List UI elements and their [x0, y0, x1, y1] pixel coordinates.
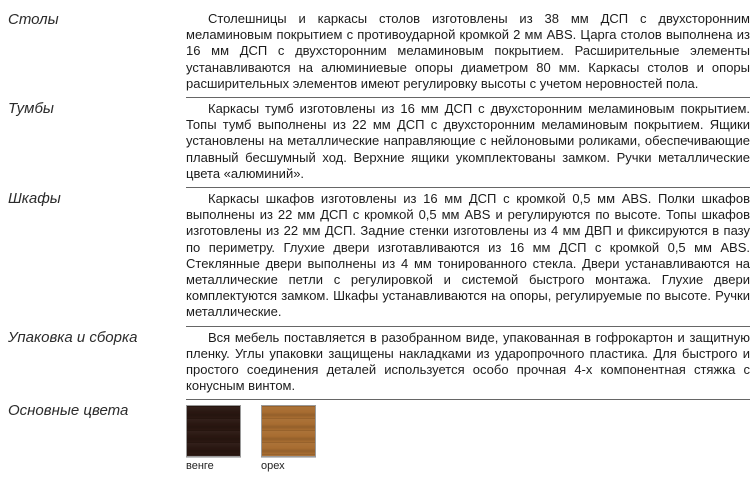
section-text-packaging: Вся мебель поставляется в разобранном виде, упакованная в гофрокартон и защитную пленку. Углы упаковки защищены накладками из ударопрочного пластика. Для быстрого и простого соединения деталей используется особо прочная 4-х компонентная стяжка с конусным винтом.: [186, 326, 750, 400]
wenge-swatch-label: венге: [186, 460, 214, 473]
walnut-color-swatch: [261, 405, 316, 457]
section-heading-main-colors: Основные цвета: [8, 402, 129, 420]
section-heading-tables: Столы: [8, 11, 59, 28]
wenge-color-swatch: [186, 405, 241, 457]
swatch-group-walnut: [261, 405, 316, 473]
walnut-swatch-label: орех: [261, 460, 285, 473]
section-main-colors: [8, 399, 750, 478]
section-text-tables: Столешницы и каркасы столов изготовлены из 38 мм ДСП с двухсторонним меламиновым покрытием с противоударной кромкой 2 мм ABS. Царга столов выполнена из 16 мм ДСП с двухсторонним меламиновым покрытием. Расширительные элементы устанавливаются на алюминиевые опоры диаметром 80 мм. Каркасы столов и опоры расширительных элементов имеют регулировку высоты с учетом неровностей пола.: [186, 11, 750, 91]
section-tables: [8, 8, 750, 97]
swatch-group-wenge: [186, 405, 241, 473]
section-heading-cabinets: Шкафы: [8, 190, 61, 208]
color-swatch-area: [186, 399, 750, 478]
section-pedestals: [8, 97, 750, 187]
section-heading-pedestals: Тумбы: [8, 100, 54, 118]
section-cabinets: [8, 187, 750, 326]
section-text-pedestals: Каркасы тумб изготовлены из 16 мм ДСП с двухсторонним меламиновым покрытием. Топы тумб выполнены из 22 мм ДСП с двухсторонним меламиновым покрытием. Ящики установлены на металлические направляющие с нейлоновыми роликами, обеспечивающие плавный бесшумный ход. Верхние ящики укомплектованы замком. Ручки металлические цвета «алюминий».: [186, 97, 750, 187]
section-packaging: [8, 326, 750, 400]
section-heading-packaging: Упаковка и сборка: [8, 328, 138, 346]
section-text-cabinets: Каркасы шкафов изготовлены из 16 мм ДСП с кромкой 0,5 мм ABS. Полки шкафов выполнены из 22 мм ДСП с кромкой 0,5 мм ABS и регулируются по высоте. Топы шкафов изготовлены из 22 мм ДСП. Задние стенки изготовлены из 4 мм ДВП и фиксируются в пазу по периметру. Глухие двери изготавливаются из 16 мм ДСП с кромкой 0,5 мм ABS. Стеклянные двери выполнены из 4 мм тонированного стекла. Двери устанавливаются на металлические петли с регулировкой и системой быстрого монтажа. Глухие двери комплектуются замком. Шкафы устанавливаются на опоры, регулируемые по высоте. Ручки металлические.: [186, 187, 750, 326]
